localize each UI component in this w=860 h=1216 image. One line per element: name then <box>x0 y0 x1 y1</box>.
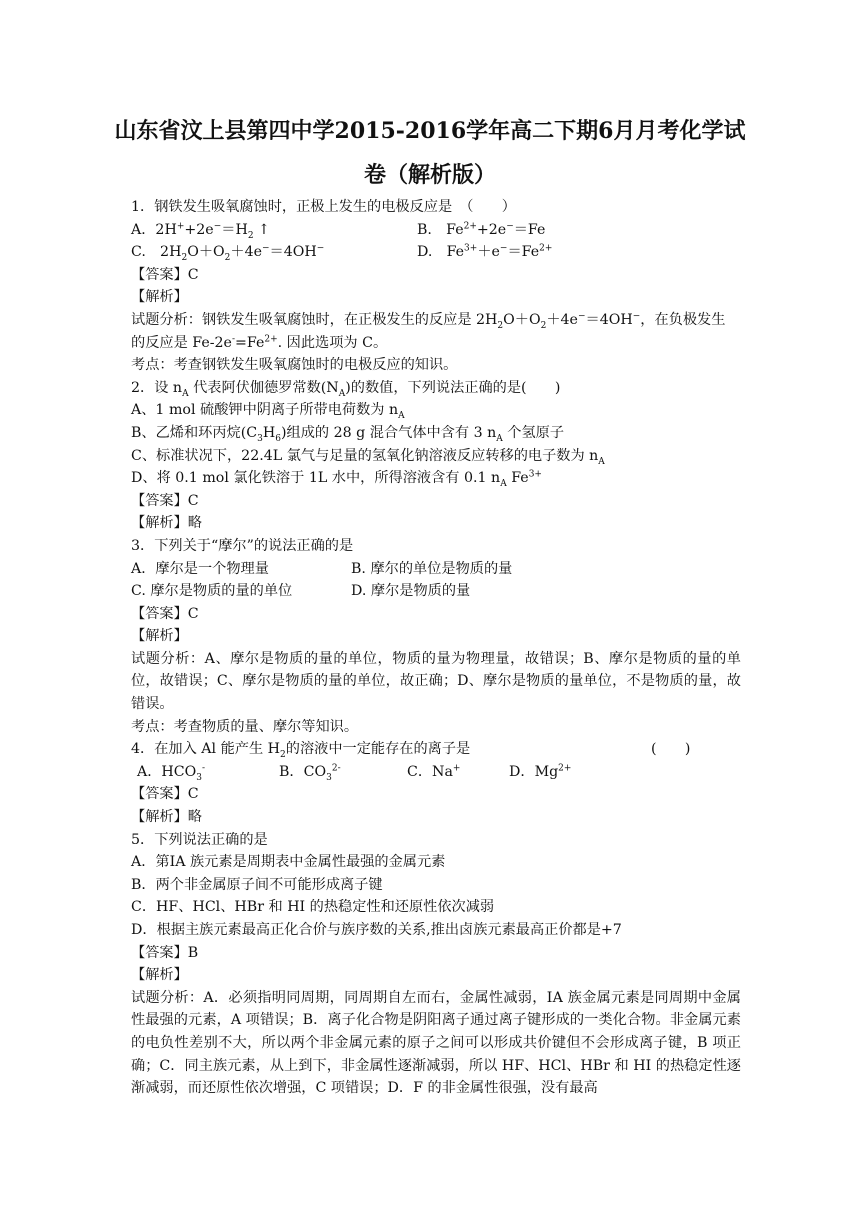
q5-option-d: D．根据主族元素最高正化合价与族序数的关系,推出卤族元素最高正价都是+7 <box>131 922 622 938</box>
q1-options-ab <box>131 219 741 242</box>
q2-option-b: B、乙烯和环丙烷$(C_3H_6)$组成的 28 g 混合气体中含有 3 $n_A$ 个氢原子 <box>131 424 565 444</box>
q2-option-c: C、标准状况下，22.4L 氯气与足量的氢氧化钠溶液反应转移的电子数为 $n_A$ <box>131 447 605 467</box>
q1-option-c: C. $2H_2O+O_2+4e^-=4OH^-$ <box>131 243 325 264</box>
q4-options <box>131 761 741 784</box>
q5-option-a: A．第ⅠA 族元素是周期表中金属性最强的金属元素 <box>131 854 446 871</box>
q4-option-c: C．Na+ <box>407 763 461 780</box>
q3-analysis: 试题分析：A、摩尔是物质的量的单位，物质的量为物理量，故错误；B、摩尔是物质的量的单位，故错误；C、摩尔是物质的量的单位，故正确；D、摩尔是物质的量单位，不是物质的量，故错误。 <box>131 650 741 713</box>
q2-option-a: A、1 mol 硫酸钾中阴离子所带电荷数为 $n_A$ <box>131 402 405 422</box>
q1-point: 考点：考查钢铁发生吸氧腐蚀时的电极反应的知识。 <box>131 357 458 374</box>
page-title-line2: 卷（解析版） <box>363 162 496 188</box>
q4-stem: 4．在加入 Al 能产生 $H_2$的溶液中一定能存在的离子是 ( ) <box>131 738 741 761</box>
q1-analysis: 试题分析：钢铁发生吸氧腐蚀时，在正极发生的反应是 $2H_2O+O_2+4e^-=4OH^-$，在负极发生 的反应是 $Fe-2e^-=Fe^{2+}$. 因此选项为 C。 <box>131 311 726 351</box>
q4-analysis: 【解析】略 <box>131 809 202 826</box>
q4-answer: 【答案】C <box>131 786 199 803</box>
q1-stem: 1．钢铁发生吸氧腐蚀时，正极上发生的电极反应是 （ ） <box>131 199 516 215</box>
q3-option-c: C. 摩尔是物质的量的单位 <box>131 583 293 600</box>
q1-options-cd <box>131 241 741 264</box>
q1-option-b: B. $Fe^{2+}+2e^-=Fe$ <box>417 220 546 238</box>
q4-paren: ( ) <box>651 741 691 758</box>
q3-point: 考点：考查物质的量、摩尔等知识。 <box>131 718 359 735</box>
q3-answer: 【答案】C <box>131 605 199 622</box>
q3-stem: 3．下列关于“摩尔”的说法正确的是 <box>131 537 354 554</box>
q2-answer: 【答案】C <box>131 492 199 509</box>
q2-stem: 2．设 $n_A$ 代表阿伏伽德罗常数$(N_A)$的数值，下列说法正确的是( ) <box>131 379 561 399</box>
q1-option-d: D. $Fe^{3+}+e^-=Fe^{2+}$ <box>417 243 553 261</box>
page-title-line1: 山东省汶上县第四中学2015-2016学年高二下期6月月考化学试 <box>114 118 746 144</box>
q2-option-d: D、将 0.1 mol 氯化铁溶于 1L 水中，所得溶液含有 0.1 $n_A$ $Fe^{3+}$ <box>131 469 542 489</box>
q1-answer: 【答案】C <box>131 266 199 283</box>
q3-option-b: B. 摩尔的单位是物质的量 <box>351 560 513 577</box>
q3-options-cd <box>131 580 741 603</box>
q5-answer: 【答案】B <box>131 944 199 961</box>
q2-analysis: 【解析】略 <box>131 515 202 532</box>
q5-stem: 5．下列说法正确的是 <box>131 831 268 848</box>
q3-options-ab <box>131 558 741 581</box>
q5-analysis-label: 【解析】 <box>131 967 188 984</box>
q1-analysis-label: 【解析】 <box>131 289 188 306</box>
q3-option-d: D. 摩尔是物质的量 <box>351 583 471 600</box>
q3-option-a: A．摩尔是一个物理量 <box>131 560 269 577</box>
q1-option-a: A．$2H^++2e^-=H_2$ ↑ <box>131 220 270 241</box>
q4-option-a: A．$HCO_3^-$ <box>137 763 206 783</box>
q3-analysis-label: 【解析】 <box>131 628 188 645</box>
document-body <box>131 196 741 1100</box>
q5-option-b: B．两个非金属原子间不可能形成离子键 <box>131 876 383 893</box>
q4-option-d: D．$Mg^{2+}$ <box>509 763 572 780</box>
q5-analysis: 试题分析：A．必须指明同周期，同周期自左而右，金属性减弱，ⅠA 族金属元素是同周期中金属性最强的元素，A 项错误；B．离子化合物是阴阳离子通过离子键形成的一类化合物。非金属元素的电负性差别不大，所以两个非金属元素的原子之间可以形成共价键但不会形成离子键，B 项正确；C．同主族元素，从上到下，非金属性逐渐减弱，所以 HF、HCl、HBr 和 HI 的热稳定性逐渐减弱，而还原性依次增强，C 项错误；D．F 的非金属性很强，没有最高 <box>131 989 741 1097</box>
q5-option-c: C．HF、HCl、HBr 和 HI 的热稳定性和还原性依次减弱 <box>131 899 495 916</box>
q4-option-b: B．$CO_3^{2-}$ <box>279 763 341 783</box>
